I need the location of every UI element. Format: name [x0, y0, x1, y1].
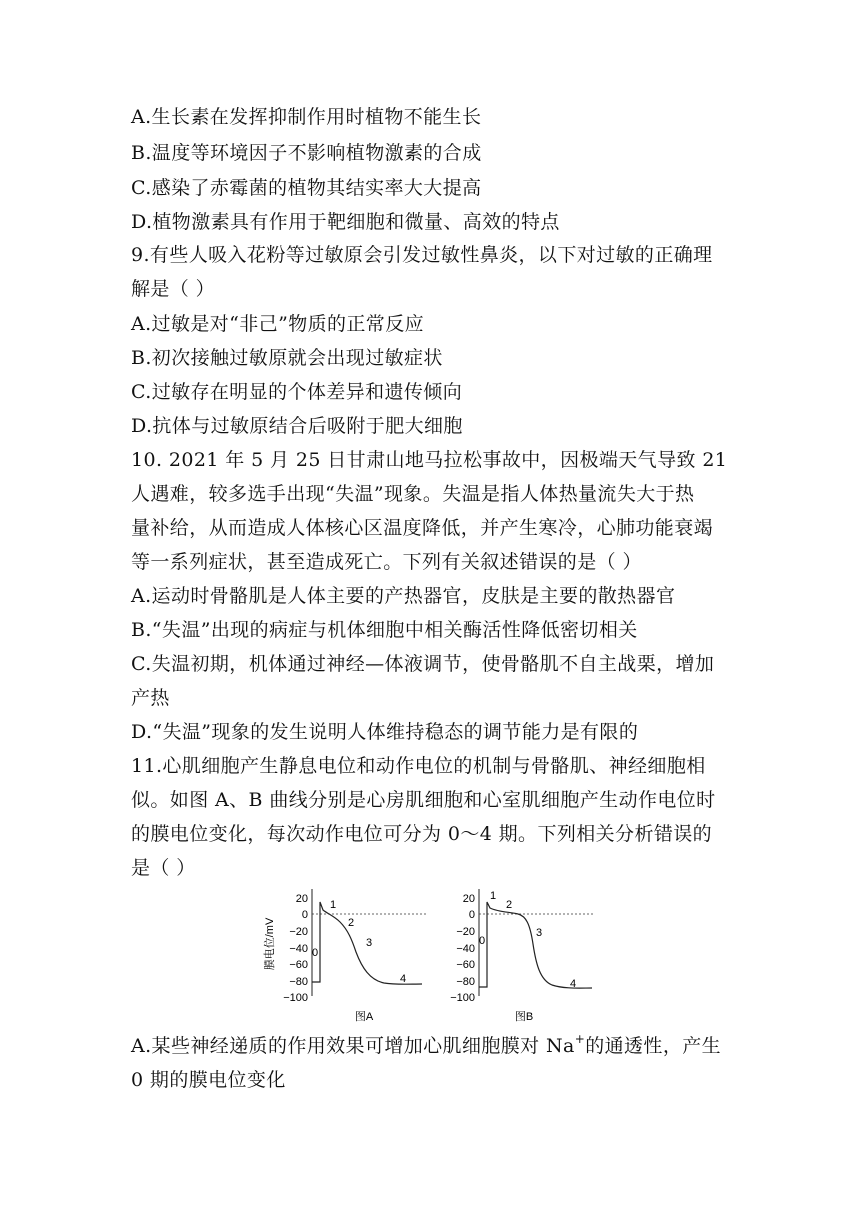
panel-b [450, 889, 594, 1023]
question-9-stem: 9.有些人吸入花粉等过敏原会引发过敏性鼻炎，以下对过敏的正确理 [131, 244, 713, 266]
question-11-stem-2: 似。如图 A、B 曲线分别是心房肌细胞和心室肌细胞产生动作电位时 [131, 789, 716, 811]
option-10c-cont: 产热 [131, 687, 170, 709]
option-10d: D.“失温”现象的发生说明人体维持稳态的调节能力是有限的 [131, 721, 639, 743]
action-potential-figure [262, 884, 602, 1028]
option-9c: C.过敏存在明显的个体差异和遗传倾向 [131, 381, 463, 403]
panel-a-phase-2: 2 [348, 917, 355, 929]
option-11a-sup: + [574, 1031, 586, 1046]
question-10-stem: 10. 2021 年 5 月 25 日甘肃山地马拉松事故中，因极端天气导致 21 [131, 449, 728, 471]
question-11-stem-4: 是（ ） [131, 857, 196, 879]
option-9a: A.过敏是对“非己”物质的正常反应 [131, 313, 424, 335]
option-11a-after: 的通透性，产生 [585, 1035, 722, 1057]
panel-a-phase-1: 1 [330, 899, 337, 911]
panel-b-tick-m60: −60 [456, 959, 475, 971]
panel-a-tick-m20: −20 [289, 926, 308, 938]
question-10-stem-4: 等一系列症状，甚至造成死亡。下列有关叙述错误的是（ ） [131, 551, 642, 573]
panel-b-phase-3: 3 [536, 927, 543, 939]
option-9d: D.抗体与过敏原结合后吸附于肥大细胞 [131, 415, 463, 437]
panel-a [283, 889, 427, 1023]
panel-b-phase-1: 1 [490, 890, 497, 902]
option-8c: C.感染了赤霉菌的植物其结实率大大提高 [131, 177, 482, 199]
panel-a-phase-4: 4 [400, 973, 407, 985]
panel-a-tick-m40: −40 [289, 943, 308, 955]
panel-a-tick-m80: −80 [289, 976, 308, 988]
option-10b: B.“失温”出现的病症与机体细胞中相关酶活性降低密切相关 [131, 619, 638, 641]
panel-b-tick-0: 0 [468, 909, 475, 921]
panel-b-phase-2: 2 [506, 899, 513, 911]
panel-b-tick-20: 20 [462, 893, 475, 905]
option-11a [131, 1031, 731, 1058]
panel-a-tick-m100: −100 [283, 992, 308, 1004]
option-10c: C.失温初期，机体通过神经—体液调节，使骨骼肌不自主战栗，增加 [131, 653, 715, 675]
question-10-stem-3: 量补给，从而造成人体核心区温度降低，并产生寒冷，心肺功能衰竭 [131, 517, 714, 539]
panel-b-tick-m100: −100 [450, 992, 475, 1004]
panel-b-tick-m80: −80 [456, 976, 475, 988]
question-9-stem-cont: 解是（ ） [131, 278, 216, 300]
panel-b-tick-m20: −20 [456, 926, 475, 938]
option-8d: D.植物激素具有作用于靶细胞和微量、高效的特点 [131, 211, 560, 233]
option-9b: B.初次接触过敏原就会出现过敏症状 [131, 347, 443, 369]
question-11-stem-3: 的膜电位变化，每次动作电位可分为 0～4 期。下列相关分析错误的 [131, 823, 713, 845]
panel-b-tick-m40: −40 [456, 943, 475, 955]
panel-b-curve [479, 902, 592, 988]
panel-a-tick-m60: −60 [289, 959, 308, 971]
panel-a-tick-0: 0 [301, 909, 308, 921]
question-10-stem-2: 人遇难，较多选手出现“失温”现象。失温是指人体热量流失大于热 [131, 483, 695, 505]
option-11a-before: A.某些神经递质的作用效果可增加心肌细胞膜对 Na [131, 1035, 575, 1057]
question-11-stem: 11.心肌细胞产生静息电位和动作电位的机制与骨骼肌、神经细胞相 [131, 755, 706, 777]
panel-a-phase-3: 3 [366, 937, 373, 949]
panel-b-phase-4: 4 [570, 978, 577, 990]
panel-b-caption: 图B [514, 1011, 534, 1023]
y-axis-label: 膜电位/mV [264, 917, 276, 971]
option-8b: B.温度等环境因子不影响植物激素的合成 [131, 142, 482, 164]
option-10a: A.运动时骨骼肌是人体主要的产热器官，皮肤是主要的散热器官 [131, 585, 676, 607]
action-potential-svg [262, 884, 602, 1024]
panel-b-phase-0: 0 [478, 935, 486, 947]
panel-a-caption: 图A [354, 1011, 374, 1023]
option-8a: A.生长素在发挥抑制作用时植物不能生长 [131, 106, 482, 128]
panel-a-phase-0: 0 [311, 947, 319, 959]
option-11a-cont: 0 期的膜电位变化 [131, 1069, 286, 1091]
panel-a-tick-20: 20 [295, 893, 308, 905]
